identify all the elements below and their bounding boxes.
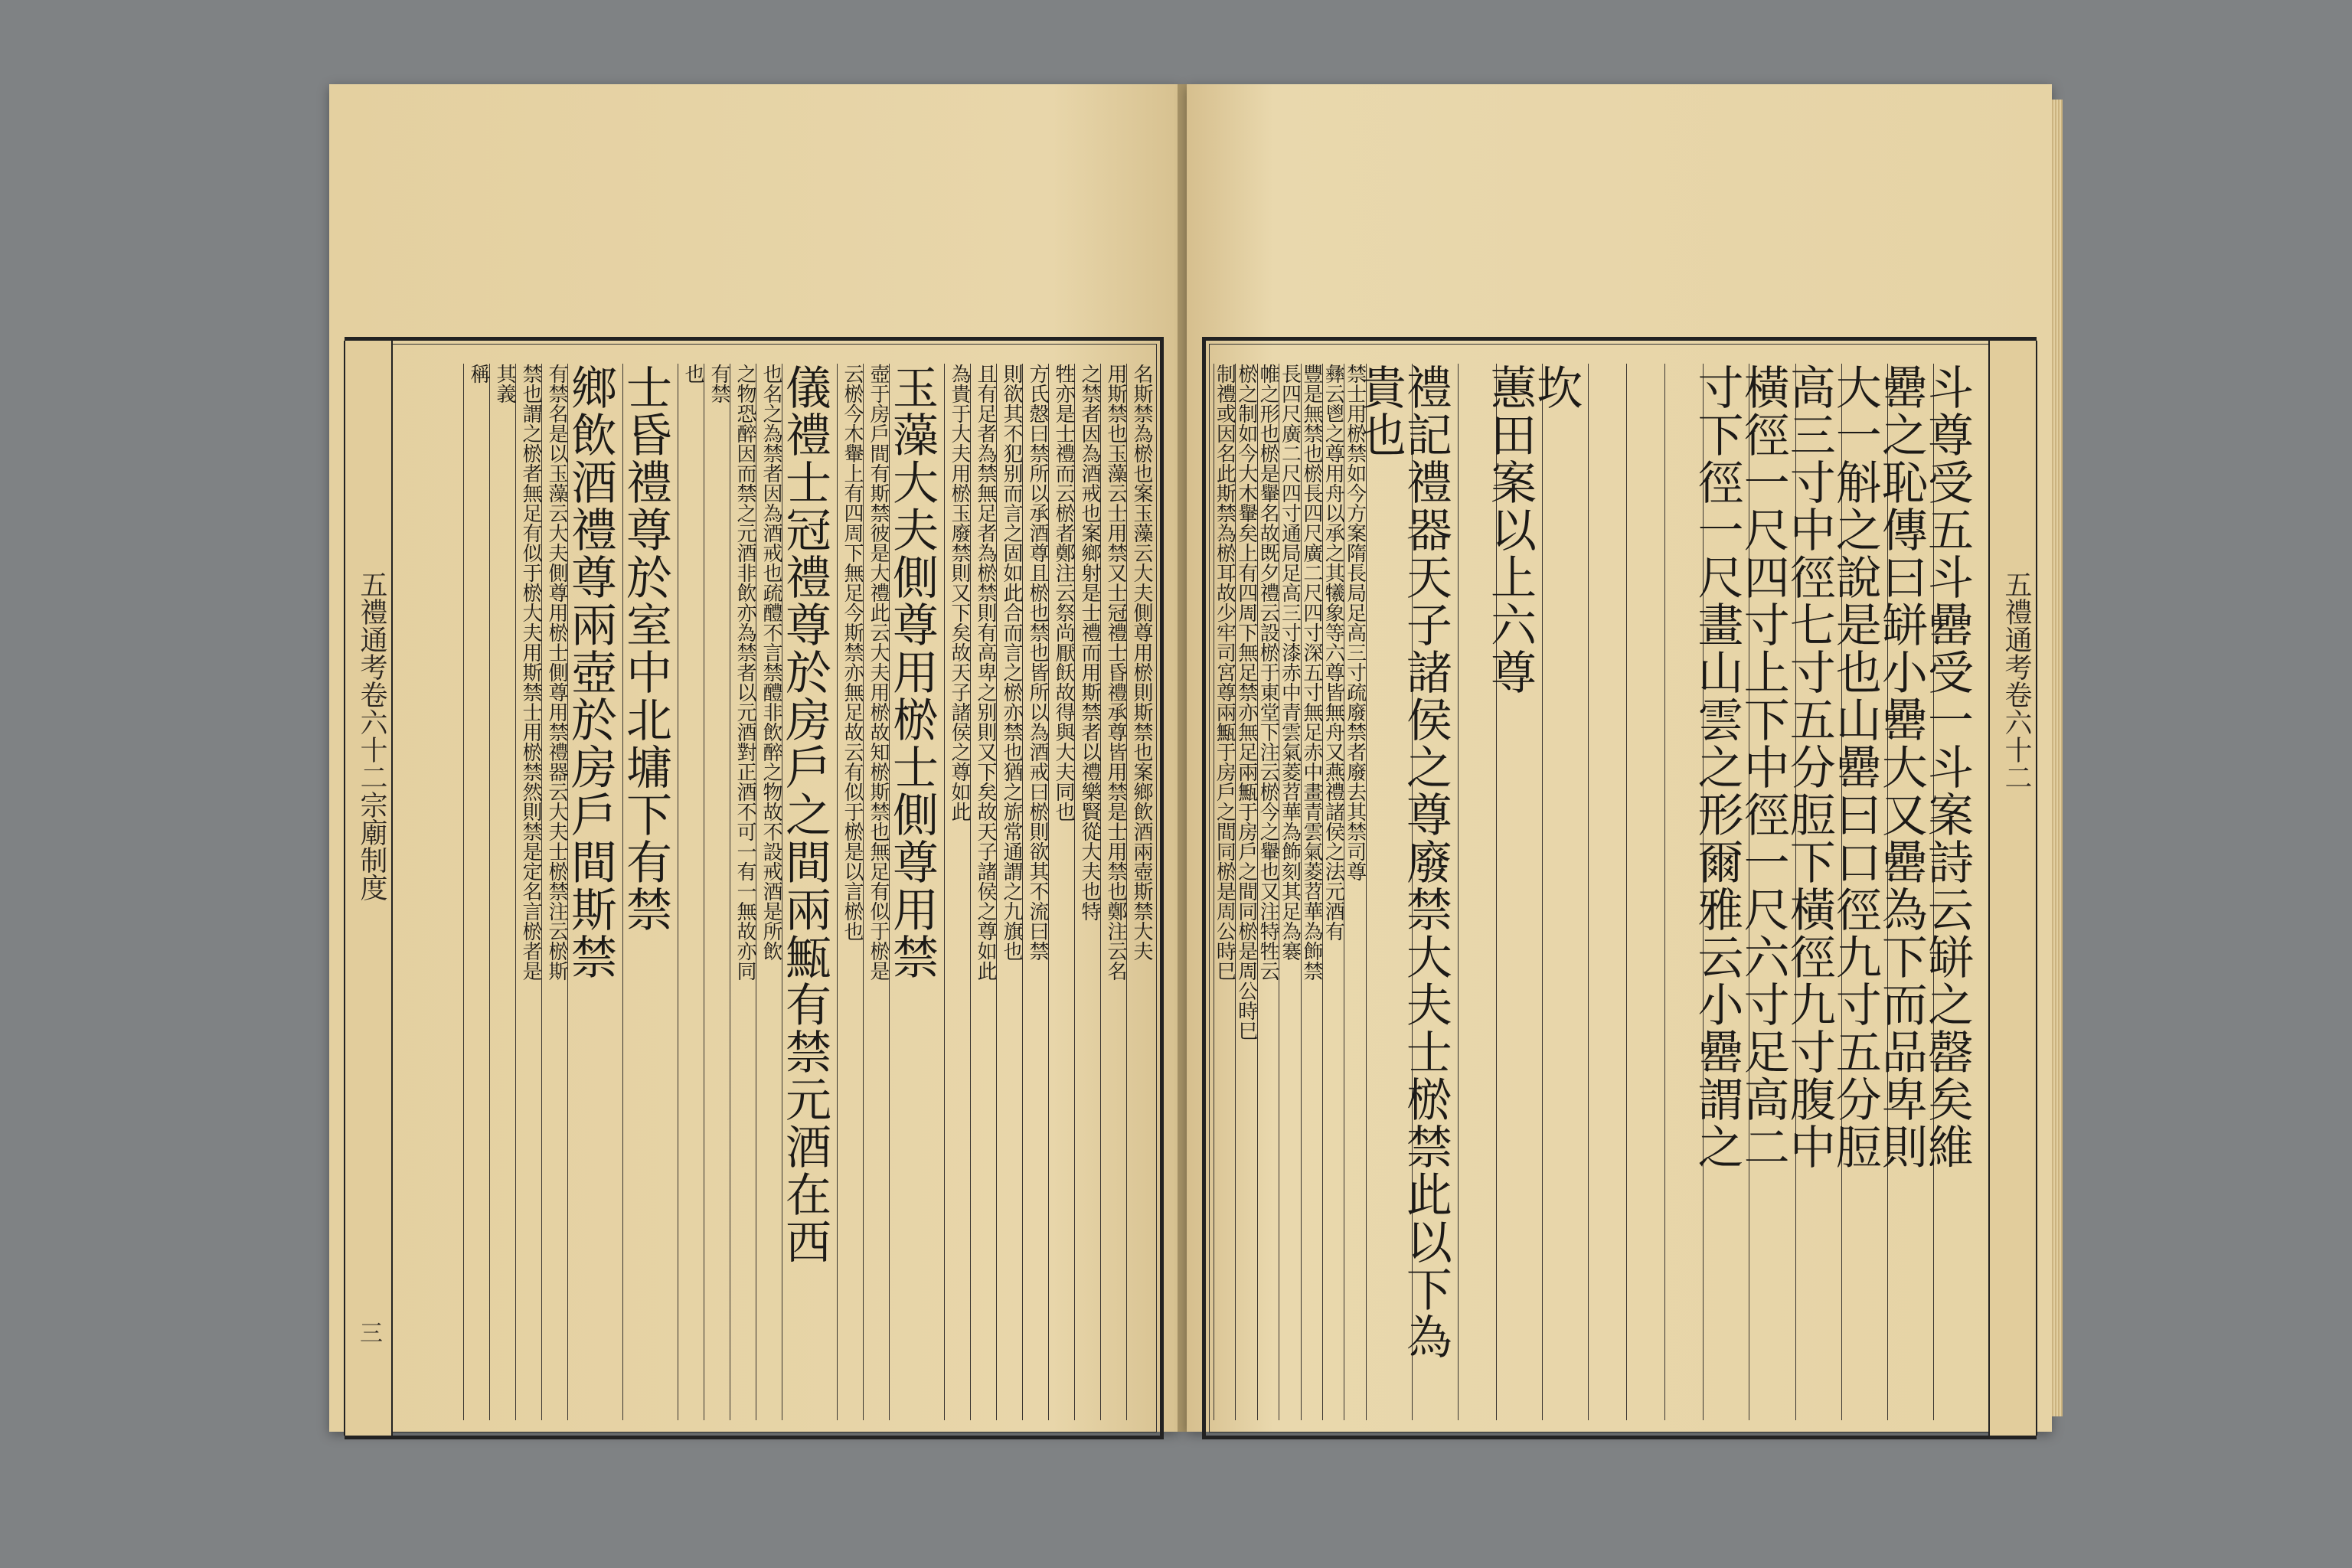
text-column: 之禁者因為酒戒也案鄉射是士禮而用斯禁者以禮樂賢從大夫也特 xyxy=(1074,364,1101,1420)
text-column: 寸下徑一尺畫山雲之形爾雅云小罍謂之 xyxy=(1703,364,1749,1420)
text-column: 儀禮士冠禮尊於房戶之間兩甒有禁元酒在西 xyxy=(782,364,838,1420)
text-column: 橫徑一尺四寸上下中徑一尺六寸足高二 xyxy=(1749,364,1795,1420)
text-column xyxy=(1458,364,1497,1420)
text-column: 也名之為禁者因為酒戒也疏醴不言禁醴非飲醉之物故不設戒酒是所飲 xyxy=(756,364,782,1420)
right-margin-title: 五禮通考卷六十二 xyxy=(1988,341,2037,1436)
text-column: 有禁 xyxy=(704,364,730,1420)
page-number: 三 xyxy=(355,1321,382,1344)
text-column: 禁也謂之棜者無足有似于棜大夫用斯禁士用棜禁然則禁是定名言棜者是 xyxy=(515,364,542,1420)
left-text-frame xyxy=(345,337,1164,1439)
text-column: 蕙田案以上六尊 xyxy=(1496,364,1543,1420)
text-column: 鄉飲酒禮尊兩壺於房戶間斯禁 xyxy=(567,364,623,1420)
text-column: 大一斛之說是也山罍曰口徑九寸五分脰 xyxy=(1841,364,1888,1420)
right-text-frame xyxy=(1202,337,2037,1439)
text-column xyxy=(1626,364,1665,1420)
text-column: 玉藻大夫側尊用棜士側尊用禁 xyxy=(889,364,945,1420)
page-stack-edge xyxy=(2052,100,2063,1416)
left-margin-title: 五禮通考卷六十二宗廟制度 xyxy=(344,341,393,1436)
text-column: 坎 xyxy=(1542,364,1589,1420)
text-column: 為貴于大夫用棜玉廢禁則又下矣故天子諸侯之尊如此 xyxy=(944,364,971,1420)
text-column: 斗尊受五斗罍受一斗案詩云缾之罄矣維 xyxy=(1933,364,1980,1420)
right-page xyxy=(1187,84,2052,1432)
text-column: 牲亦是士禮而云棜者鄭注云祭尚厭飫故得與大夫同也 xyxy=(1048,364,1075,1420)
text-column: 壺于房戶間有斯禁彼是大禮此云大夫用棜故知棜斯禁也無足有似于棜是 xyxy=(863,364,890,1420)
text-column: 彝云鬯之尊用舟以承之其犧象等六尊皆無舟又燕禮諸侯之法元酒有 xyxy=(1322,364,1344,1420)
text-column: 禮記禮器天子諸侯之尊廢禁大夫士棜禁此以下為 xyxy=(1412,364,1459,1420)
text-column: 之物恐醉因而禁之元酒非飲亦為禁者以元酒對正酒不可一有一無故亦同 xyxy=(730,364,756,1420)
text-column: 長四尺廣二尺四寸通局足高三寸漆赤中青雲氣菱苕華為飾刻其足為褰 xyxy=(1279,364,1301,1420)
text-column xyxy=(1664,364,1704,1420)
text-column: 罍之恥傳曰缾小罍大又罍為下而品卑則 xyxy=(1887,364,1934,1420)
open-book xyxy=(329,84,2052,1432)
left-page xyxy=(329,84,1179,1432)
text-column: 帷之形也棜是轝名故既夕禮云設棜于東堂下注云棜今之轝也又注特牲云 xyxy=(1257,364,1279,1420)
text-column: 士昏禮尊於室中北墉下有禁 xyxy=(622,364,678,1420)
text-column: 制禮或因名此斯禁為棜耳故少牢司宮尊兩甒于房戶之間同棜是周公時巳 xyxy=(1214,364,1236,1420)
text-column: 有禁名是以玉藻云大夫側尊用棜士側尊用禁禮器云大夫士棜禁注云棜斯 xyxy=(541,364,568,1420)
text-column: 稱 xyxy=(463,364,490,1420)
text-column: 棜之制如今大木轝矣上有四周下無足禁亦無足兩甒于房戶之間同棜是周公時巳 xyxy=(1235,364,1257,1420)
text-column: 高三寸中徑七寸五分脰下橫徑九寸腹中 xyxy=(1795,364,1842,1420)
text-column: 也 xyxy=(678,364,704,1420)
text-column: 貴也 xyxy=(1366,364,1413,1420)
text-column: 用斯禁也玉藻云士用禁又士冠禮士昏禮承尊皆用禁是士用禁也鄭注云名 xyxy=(1100,364,1127,1420)
text-column: 則欲其不犯别而言之固如此合而言之棜亦禁也猶之旂常通謂之九旗也 xyxy=(996,364,1023,1420)
text-column: 且有足者為禁無足者為棜禁則有高卑之别則又下矣故天子諸侯之尊如此 xyxy=(970,364,997,1420)
text-column: 方氏慤曰禁所以承酒尊且棜也禁也皆所以為酒戒曰棜則欲其不流曰禁 xyxy=(1022,364,1049,1420)
text-column: 名斯禁為棜也案玉藻云大夫側尊用棜則斯禁也案鄉飲酒兩壺斯禁大夫 xyxy=(1126,364,1153,1420)
text-column: 云棜今木轝上有四周下無足今斯禁亦無足故云有似于棜是以言棜也 xyxy=(837,364,864,1420)
text-column: 其義 xyxy=(489,364,516,1420)
text-column: 禁士用棜禁如今方案隋長局足高三寸疏廢禁者廢去其禁司尊 xyxy=(1344,364,1366,1420)
text-column: 豐是無禁也棜長四尺廣二尺四寸深五寸無足赤中畫青雲氣菱苕華為飾禁 xyxy=(1301,364,1323,1420)
text-column xyxy=(1588,364,1627,1420)
